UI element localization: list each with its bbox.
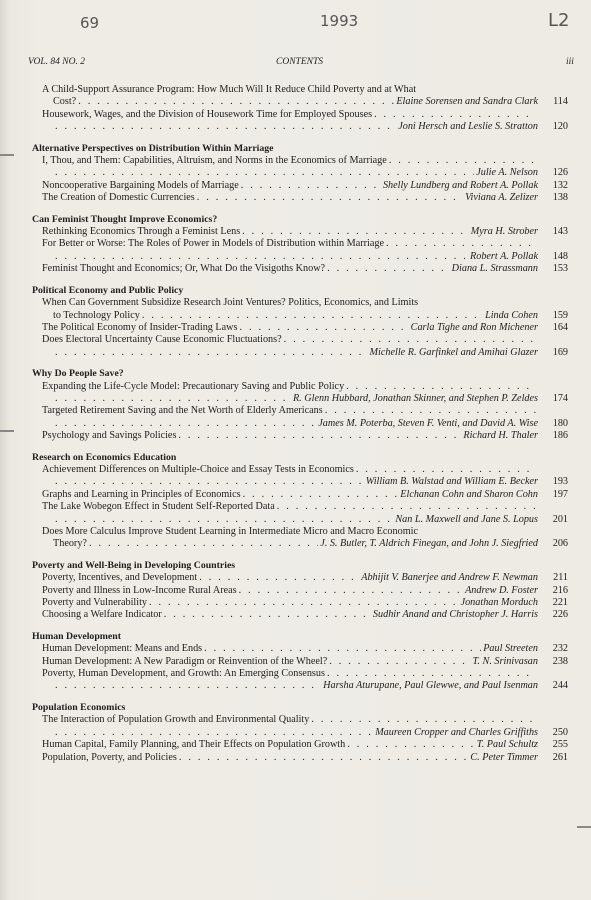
toc-section	[34, 702, 568, 764]
leader-dots	[89, 538, 318, 550]
article-title: Human Capital, Family Planning, and Their Effects on Population Growth	[42, 739, 346, 751]
section-heading: Human Development	[32, 630, 121, 642]
article-title-line	[34, 263, 568, 275]
article-title: Does Electoral Uncertainty Cause Economic Fluctuations?	[42, 334, 282, 346]
article-title-line	[34, 430, 568, 442]
article-title: Choosing a Welfare Indicator	[42, 609, 162, 621]
article-page: 193	[552, 476, 568, 488]
article-title-line	[34, 643, 568, 655]
article-entry	[34, 180, 568, 192]
leader-dots	[327, 668, 536, 680]
article-authors: Sudhir Anand and Christopher J. Harris	[372, 609, 538, 621]
article-title: I, Thou, and Them: Capabilities, Altruism, and Norms in the Economics of Marriage	[42, 155, 387, 167]
handwritten-note-right: L2	[548, 10, 570, 31]
article-entry	[34, 322, 568, 334]
article-entry	[34, 226, 568, 238]
article-entry	[34, 501, 568, 526]
article-author-line	[34, 514, 568, 526]
article-title-line	[34, 526, 568, 538]
article-entry	[34, 430, 568, 442]
article-page: 138	[552, 192, 568, 204]
article-entry	[34, 155, 568, 180]
leader-dots	[179, 752, 468, 764]
article-entry	[34, 526, 568, 551]
article-title: Cost?	[53, 96, 77, 108]
article-title-line	[34, 96, 568, 108]
section-heading: Political Economy and Public Policy	[32, 284, 184, 296]
leader-dots	[55, 393, 291, 405]
article-title-line	[34, 489, 568, 501]
article-page: 221	[552, 597, 568, 609]
article-authors: T. Paul Schultz	[476, 739, 538, 751]
article-entry	[34, 238, 568, 263]
page-tab-mark	[577, 826, 591, 828]
article-page: 143	[552, 226, 568, 238]
article-title: Noncooperative Bargaining Models of Marriage	[42, 179, 239, 191]
article-authors: Joni Hersch and Leslie S. Stratton	[398, 121, 538, 133]
article-authors: Richard H. Thaler	[463, 430, 538, 442]
leader-dots	[277, 501, 536, 513]
article-page: 174	[552, 392, 568, 404]
article-authors: Diana L. Strassmann	[451, 263, 538, 275]
article-title: Poverty and Illness in Low-Income Rural Areas	[42, 584, 237, 596]
article-authors: Paul Streeten	[483, 643, 538, 655]
leader-dots	[178, 430, 461, 442]
article-title: Population, Poverty, and Policies	[42, 751, 177, 763]
section-heading: Population Economics	[32, 701, 126, 713]
article-page: 261	[552, 751, 568, 763]
article-page: 126	[552, 167, 568, 179]
article-title: Human Development: A New Paradigm or Reinvention of the Wheel?	[42, 655, 328, 667]
article-entry	[34, 752, 568, 764]
article-title-line	[34, 714, 568, 726]
leader-dots	[284, 334, 536, 346]
article-page: 197	[552, 488, 568, 500]
article-title-line	[34, 334, 568, 346]
article-authors: R. Glenn Hubbard, Jonathan Skinner, and Stephen P. Zeldes	[292, 392, 538, 404]
article-authors: Harsha Aturupane, Paul Glewwe, and Paul Isenman	[323, 680, 538, 692]
article-title-line	[34, 192, 568, 204]
article-title-line	[34, 226, 568, 238]
article-page: 244	[552, 680, 568, 692]
article-authors: Michelle R. Garfinkel and Amihai Glazer	[369, 346, 538, 358]
leader-dots	[55, 167, 474, 179]
article-title-line	[34, 238, 568, 250]
leader-dots	[55, 514, 393, 526]
leader-dots	[240, 322, 409, 334]
article-author-line	[34, 347, 568, 359]
article-author-line	[34, 393, 568, 405]
article-page: 232	[552, 643, 568, 655]
article-entry	[34, 263, 568, 275]
leader-dots	[239, 585, 463, 597]
article-title: Graphs and Learning in Principles of Economics	[42, 488, 241, 500]
page-number: iii	[566, 57, 574, 67]
article-title-line	[34, 297, 568, 309]
article-title: Feminist Thought and Economics; Or, What Do the Visigoths Know?	[42, 263, 326, 275]
leader-dots	[325, 405, 536, 417]
article-title: Achievement Differences on Multiple-Choice and Essay Tests in Economics	[42, 463, 354, 475]
section-heading: Why Do People Save?	[32, 368, 124, 380]
article-title: Poverty and Vulnerability	[42, 597, 148, 609]
article-page: 164	[552, 321, 568, 333]
leader-dots	[311, 714, 536, 726]
article-authors: James M. Poterba, Steven F. Venti, and David A. Wise	[318, 417, 538, 429]
leader-dots	[164, 609, 371, 621]
leader-dots	[55, 418, 316, 430]
leader-dots	[55, 680, 321, 692]
article-authors: Elchanan Cohn and Sharon Cohn	[400, 488, 538, 500]
leader-dots	[55, 347, 368, 359]
toc-section	[34, 143, 568, 205]
article-authors: Maureen Cropper and Charles Griffiths	[375, 726, 538, 738]
leader-dots	[389, 155, 536, 167]
article-page: 238	[552, 655, 568, 667]
article-page: 148	[552, 250, 568, 262]
article-page: 201	[552, 513, 568, 525]
leader-dots	[356, 464, 536, 476]
article-authors: Julie A. Nelson	[476, 167, 538, 179]
article-authors: Jonathan Morduch	[460, 597, 538, 609]
article-page: 226	[552, 609, 568, 621]
article-title-line	[34, 109, 568, 121]
article-title: Human Development: Means and Ends	[42, 643, 203, 655]
article-entry	[34, 381, 568, 406]
article-authors: Robert A. Pollak	[470, 250, 538, 262]
article-title: Does More Calculus Improve Student Learning in Intermediate Micro and Macro Economic	[42, 526, 418, 537]
article-authors: Nan L. Maxwell and Jane S. Lopus	[395, 513, 538, 525]
article-entry	[34, 656, 568, 668]
leader-dots	[55, 121, 396, 133]
page-tab-mark	[0, 154, 14, 156]
article-title: The Interaction of Population Growth and Environmental Quality	[42, 714, 310, 726]
article-title-line	[34, 668, 568, 680]
article-title-line	[34, 405, 568, 417]
article-entry	[34, 464, 568, 489]
article-title: The Lake Wobegon Effect in Student Self-Reported Data	[42, 501, 275, 513]
toc-section	[34, 285, 568, 359]
article-page: 132	[552, 179, 568, 191]
leader-dots	[142, 310, 483, 322]
article-title-line	[34, 155, 568, 167]
article-page: 216	[552, 584, 568, 596]
article-entry	[34, 585, 568, 597]
leader-dots	[386, 238, 536, 250]
page-tab-mark	[0, 430, 14, 432]
article-title-line	[34, 609, 568, 621]
article-title: When Can Government Subsidize Research Joint Ventures? Politics, Economics, and Limits	[42, 297, 419, 309]
toc-section	[34, 452, 568, 551]
page-title: CONTENTS	[276, 57, 323, 67]
article-author-line	[34, 476, 568, 488]
article-author-line	[34, 727, 568, 739]
article-entry	[34, 597, 568, 609]
article-title-line	[34, 538, 568, 550]
article-title-line	[34, 597, 568, 609]
article-title-line	[34, 310, 568, 322]
leader-dots	[241, 180, 381, 192]
article-entry	[34, 714, 568, 739]
leader-dots	[327, 263, 450, 275]
leader-dots	[55, 476, 364, 488]
toc-section	[34, 84, 568, 134]
article-entry	[34, 297, 568, 322]
article-title-line	[34, 572, 568, 584]
leader-dots	[197, 192, 463, 204]
article-authors: C. Peter Timmer	[470, 751, 538, 763]
section-heading: Poverty and Well-Being in Developing Countries	[32, 559, 236, 571]
article-entry	[34, 109, 568, 134]
article-title: Psychology and Savings Policies	[42, 430, 177, 442]
toc-section	[34, 368, 568, 442]
article-author-line	[34, 251, 568, 263]
leader-dots	[374, 109, 536, 121]
handwritten-note-left: 69	[80, 14, 100, 32]
article-title: The Political Economy of Insider-Trading Laws	[42, 321, 238, 333]
article-entry	[34, 609, 568, 621]
article-title: For Better or Worse: The Roles of Power in Models of Distribution within Marriage	[42, 238, 385, 250]
article-entry	[34, 739, 568, 751]
article-page: 250	[552, 726, 568, 738]
section-heading: Research on Economics Education	[32, 451, 177, 463]
article-title: Housework, Wages, and the Division of Housework Time for Employed Spouses	[42, 108, 373, 120]
article-authors: Myra H. Strober	[470, 226, 538, 238]
article-authors: Abhijit V. Banerjee and Andrew F. Newman	[361, 572, 538, 584]
article-title-line	[34, 381, 568, 393]
article-page: 120	[552, 121, 568, 133]
article-authors: T. N. Srinivasan	[472, 655, 538, 667]
leader-dots	[204, 643, 481, 655]
leader-dots	[347, 739, 475, 751]
article-page: 169	[552, 346, 568, 358]
running-header	[0, 57, 591, 71]
article-authors: J. S. Butler, T. Aldrich Finegan, and John J. Siegfried	[320, 538, 538, 550]
handwritten-note-center: 1993	[320, 12, 359, 30]
article-title-line	[34, 84, 568, 96]
article-title-line	[34, 501, 568, 513]
table-of-contents	[34, 84, 568, 773]
article-title-line	[34, 180, 568, 192]
section-heading: Can Feminist Thought Improve Economics?	[32, 213, 218, 225]
article-entry	[34, 334, 568, 359]
leader-dots	[55, 727, 373, 739]
article-title: Expanding the Life-Cycle Model: Precautionary Saving and Public Policy	[42, 380, 345, 392]
toc-section	[34, 631, 568, 693]
article-title-line	[34, 656, 568, 668]
toc-section	[34, 214, 568, 276]
article-page: 114	[553, 96, 568, 108]
section-heading: Alternative Perspectives on Distribution Within Marriage	[32, 142, 274, 154]
article-author-line	[34, 121, 568, 133]
article-title: Theory?	[53, 538, 87, 550]
article-title: to Technology Policy	[53, 309, 140, 321]
article-author-line	[34, 167, 568, 179]
article-title: Rethinking Economics Through a Feminist Lens	[42, 226, 241, 238]
article-authors: Shelly Lundberg and Robert A. Pollak	[382, 179, 538, 191]
article-page: 211	[553, 572, 568, 584]
article-entry	[34, 489, 568, 501]
article-authors: Linda Cohen	[485, 309, 538, 321]
article-title-line	[34, 464, 568, 476]
article-author-line	[34, 680, 568, 692]
article-page: 206	[552, 538, 568, 550]
article-title-line	[34, 752, 568, 764]
article-entry	[34, 572, 568, 584]
article-title-line	[34, 739, 568, 751]
leader-dots	[242, 226, 469, 238]
article-page: 153	[552, 263, 568, 275]
article-entry	[34, 84, 568, 109]
article-title: Poverty, Human Development, and Growth: An Emerging Consensus	[42, 668, 325, 680]
article-entry	[34, 192, 568, 204]
article-entry	[34, 643, 568, 655]
leader-dots	[199, 572, 359, 584]
leader-dots	[78, 96, 394, 108]
article-authors: Viviana A. Zelizer	[465, 192, 538, 204]
leader-dots	[149, 597, 459, 609]
article-title: Poverty, Incentives, and Development	[42, 572, 198, 584]
article-page: 255	[552, 739, 568, 751]
leader-dots	[346, 381, 536, 393]
volume-label: VOL. 84 NO. 2	[28, 57, 85, 67]
article-entry	[34, 668, 568, 693]
article-author-line	[34, 418, 568, 430]
leader-dots	[243, 489, 399, 501]
leader-dots	[329, 656, 470, 668]
article-authors: William B. Walstad and William E. Becker	[365, 476, 538, 488]
article-entry	[34, 405, 568, 430]
article-authors: Andrew D. Foster	[465, 584, 538, 596]
article-authors: Elaine Sorensen and Sandra Clark	[396, 96, 538, 108]
leader-dots	[55, 251, 468, 263]
article-page: 180	[552, 417, 568, 429]
article-title: A Child-Support Assurance Program: How Much Will It Reduce Child Poverty and at What	[42, 84, 417, 95]
article-title-line	[34, 585, 568, 597]
article-authors: Carla Tighe and Ron Michener	[410, 321, 538, 333]
article-title-line	[34, 322, 568, 334]
toc-section	[34, 560, 568, 622]
article-title: The Creation of Domestic Currencies	[42, 192, 195, 204]
article-title: Targeted Retirement Saving and the Net Worth of Elderly Americans	[42, 405, 323, 417]
article-page: 186	[552, 430, 568, 442]
article-page: 159	[552, 309, 568, 321]
